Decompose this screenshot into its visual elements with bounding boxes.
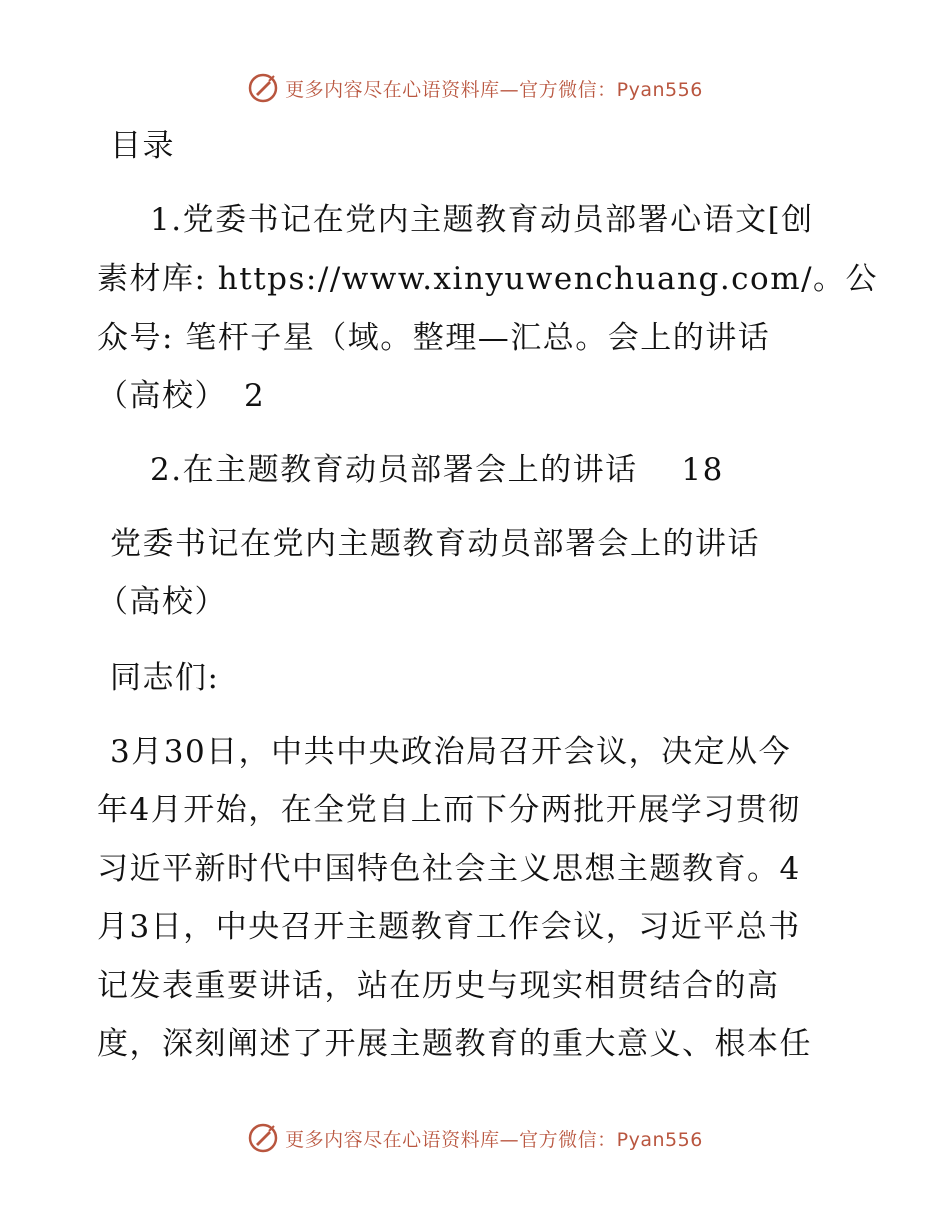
quill-logo-icon xyxy=(247,1122,279,1154)
section-heading-line-2: （高校） xyxy=(97,584,227,620)
body-line-5: 记发表重要讲话，站在历史与现实相贯结合的高 xyxy=(97,968,780,1004)
header-watermark xyxy=(0,72,950,104)
watermark-text: 更多内容尽在心语资料库—官方微信：Pyan556 xyxy=(285,78,703,101)
body-line-4: 月3日，中央召开主题教育工作会议，习近平总书 xyxy=(97,909,801,945)
body-line-1: 3月30日，中共中央政治局召开会议，决定从今 xyxy=(110,734,792,770)
body-line-2: 年4月开始，在全党自上而下分两批开展学习贯彻 xyxy=(97,792,801,828)
watermark-text: 更多内容尽在心语资料库—官方微信：Pyan556 xyxy=(285,1128,703,1151)
salutation: 同志们: xyxy=(110,660,220,696)
body-line-6: 度，深刻阐述了开展主题教育的重大意义、根本任 xyxy=(97,1026,812,1062)
toc-entry-2[interactable]: 2.在主题教育动员部署会上的讲话 18 xyxy=(150,452,724,488)
toc-entry-1-line-3[interactable]: 众号: 笔杆子星（域。整理—汇总。会上的讲话 xyxy=(97,320,771,356)
toc-title: 目录 xyxy=(110,128,175,164)
footer-watermark xyxy=(0,1122,950,1154)
toc-entry-1-line-4[interactable]: （高校） 2 xyxy=(97,378,266,414)
toc-entry-1-line-2[interactable]: 素材库: https://www.xinyuwenchuang.com/。公 xyxy=(97,261,879,297)
quill-logo-icon xyxy=(247,72,279,104)
toc-entry-1-line-1[interactable]: 1.党委书记在党内主题教育动员部署心语文[创 xyxy=(150,202,814,238)
section-heading-line-1: 党委书记在党内主题教育动员部署会上的讲话 xyxy=(110,526,760,562)
body-line-3: 习近平新时代中国特色社会主义思想主题教育。4 xyxy=(97,851,801,887)
